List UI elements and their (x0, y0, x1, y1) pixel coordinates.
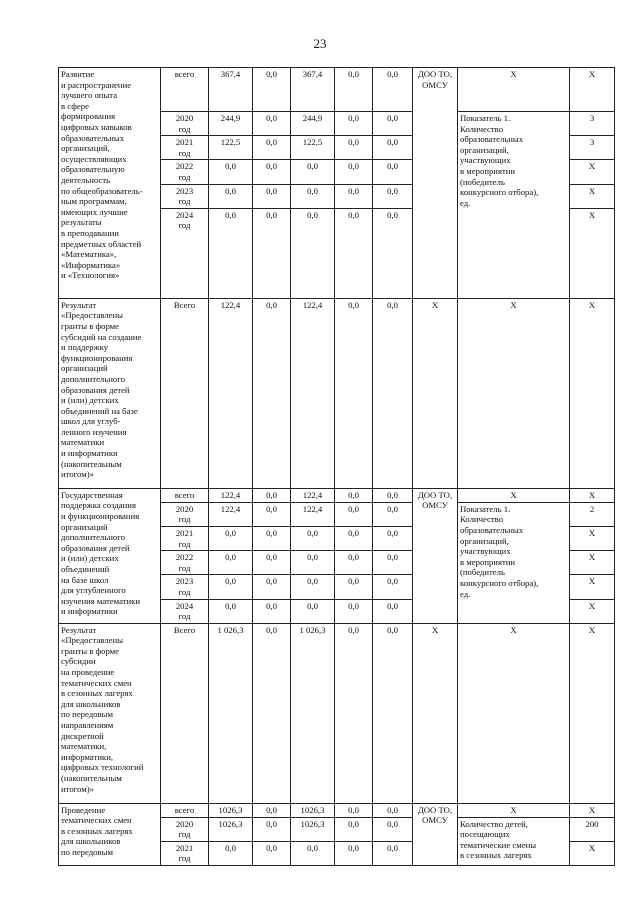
amount-cell: 0,0 (373, 623, 413, 803)
program-table (58, 67, 615, 866)
amount-cell: 0,0 (373, 526, 413, 550)
amount-cell: 122,4 (291, 502, 335, 526)
amount-cell: 0,0 (253, 208, 291, 298)
amount-cell: 0,0 (373, 298, 413, 488)
amount-cell: 0,0 (335, 112, 373, 136)
year-cell: 2020 год (161, 817, 209, 841)
amount-cell: 0,0 (253, 112, 291, 136)
amount-cell: 0,0 (253, 841, 291, 865)
indicator-description: Количество детей, посещающих тематические смены в сезонных лагерях (458, 817, 570, 865)
target-value-cell: 200 (570, 817, 615, 841)
year-cell: всего (161, 803, 209, 817)
amount-cell: 0,0 (335, 841, 373, 865)
amount-cell: 0,0 (253, 68, 291, 112)
executor-cell: ДОО ТО, ОМСУ (413, 488, 458, 623)
year-cell: 2021 год (161, 136, 209, 160)
amount-cell: 0,0 (335, 575, 373, 599)
year-cell: 2022 год (161, 160, 209, 184)
amount-cell: 0,0 (209, 526, 253, 550)
amount-cell: 0,0 (253, 575, 291, 599)
target-value-cell: Х (570, 526, 615, 550)
year-cell: 2021 год (161, 841, 209, 865)
amount-cell: 0,0 (209, 551, 253, 575)
amount-cell: 367,4 (209, 68, 253, 112)
year-cell: 2023 год (161, 575, 209, 599)
indicator-cell: Х (458, 298, 570, 488)
target-value-cell: Х (570, 623, 615, 803)
target-value-cell: Х (570, 803, 615, 817)
amount-cell: 0,0 (209, 160, 253, 184)
target-value-cell: 3 (570, 112, 615, 136)
target-value-cell: Х (570, 298, 615, 488)
amount-cell: 122,4 (209, 502, 253, 526)
result-name: Результат «Предоставлены гранты в форме субсидии на проведение тематических смен в сезонных лагерях для школьников по передовым направлениям дискретной математики, информатики, цифровых технологий (накопительным итогом)» (59, 623, 161, 803)
indicator-cell: Х (458, 488, 570, 502)
executor-cell: Х (413, 623, 458, 803)
amount-cell: 0,0 (209, 575, 253, 599)
amount-cell: 0,0 (291, 551, 335, 575)
table-row (59, 68, 615, 112)
amount-cell: 0,0 (253, 599, 291, 623)
amount-cell: 0,0 (335, 160, 373, 184)
result-name: Результат «Предоставлены гранты в форме субсидий на создание и поддержку функционирования организаций дополнительного образования детей и (или) детских объединений на базе школ для углуб- ленного изучения математики и информатики (накопительным итогом)» (59, 298, 161, 488)
table-body (59, 68, 615, 866)
amount-cell: 0,0 (335, 599, 373, 623)
amount-cell: 0,0 (373, 184, 413, 208)
amount-cell: 0,0 (335, 68, 373, 112)
year-cell: 2023 год (161, 184, 209, 208)
year-cell: 2024 год (161, 599, 209, 623)
amount-cell: 367,4 (291, 68, 335, 112)
amount-cell: 122,4 (291, 488, 335, 502)
event-name: Развитие и распространение лучшего опыта в сфере формирования цифровых навыков образовательных организаций, осуществляющих образовательную деятельность по общеобразователь- ным программам, имеющих лучшие результаты в преподавании предметных областей «Математика», «Информатика» и «Технология» (59, 68, 161, 299)
amount-cell: 0,0 (253, 488, 291, 502)
target-value-cell: Х (570, 575, 615, 599)
amount-cell: 0,0 (335, 208, 373, 298)
executor-cell: ДОО ТО, ОМСУ (413, 803, 458, 865)
amount-cell: 244,9 (291, 112, 335, 136)
year-cell: всего (161, 68, 209, 112)
amount-cell: 0,0 (373, 208, 413, 298)
indicator-cell: Х (458, 623, 570, 803)
amount-cell: 122,5 (209, 136, 253, 160)
amount-cell: 0,0 (209, 184, 253, 208)
indicator-cell: Х (458, 68, 570, 112)
target-value-cell: 3 (570, 136, 615, 160)
amount-cell: 0,0 (335, 526, 373, 550)
result-row (59, 298, 615, 488)
amount-cell: 0,0 (253, 817, 291, 841)
target-value-cell: Х (570, 68, 615, 112)
amount-cell: 122,4 (291, 298, 335, 488)
year-cell: Всего (161, 623, 209, 803)
target-value-cell: Х (570, 841, 615, 865)
amount-cell: 0,0 (373, 68, 413, 112)
amount-cell: 0,0 (253, 160, 291, 184)
amount-cell: 0,0 (373, 488, 413, 502)
target-value-cell: Х (570, 551, 615, 575)
target-value-cell: Х (570, 160, 615, 184)
amount-cell: 1 026,3 (291, 623, 335, 803)
target-value-cell: Х (570, 599, 615, 623)
amount-cell: 0,0 (253, 184, 291, 208)
indicator-description: Показатель 1. Количество образовательных организаций, участвующих в мероприятии (победитель конкурсного отбора), ед. (458, 112, 570, 299)
target-value-cell: Х (570, 488, 615, 502)
amount-cell: 1026,3 (209, 803, 253, 817)
table-row (59, 803, 615, 817)
amount-cell: 244,9 (209, 112, 253, 136)
executor-cell: Х (413, 298, 458, 488)
year-cell: всего (161, 488, 209, 502)
page-number: 23 (313, 36, 327, 51)
amount-cell: 0,0 (291, 841, 335, 865)
year-cell: 2022 год (161, 551, 209, 575)
year-cell: Всего (161, 298, 209, 488)
amount-cell: 0,0 (253, 502, 291, 526)
amount-cell: 0,0 (373, 112, 413, 136)
amount-cell: 0,0 (253, 803, 291, 817)
amount-cell: 1026,3 (291, 817, 335, 841)
amount-cell: 0,0 (291, 184, 335, 208)
amount-cell: 0,0 (253, 551, 291, 575)
amount-cell: 122,4 (209, 488, 253, 502)
indicator-cell: Х (458, 803, 570, 817)
target-value-cell: 2 (570, 502, 615, 526)
amount-cell: 0,0 (373, 502, 413, 526)
amount-cell: 0,0 (253, 298, 291, 488)
amount-cell: 0,0 (373, 136, 413, 160)
amount-cell: 0,0 (335, 551, 373, 575)
amount-cell: 0,0 (373, 575, 413, 599)
amount-cell: 0,0 (253, 623, 291, 803)
target-value-cell: Х (570, 184, 615, 208)
amount-cell: 1026,3 (291, 803, 335, 817)
year-cell: 2021 год (161, 526, 209, 550)
amount-cell: 0,0 (253, 526, 291, 550)
amount-cell: 0,0 (209, 841, 253, 865)
amount-cell: 0,0 (291, 526, 335, 550)
year-cell: 2020 год (161, 502, 209, 526)
amount-cell: 122,4 (209, 298, 253, 488)
amount-cell: 0,0 (373, 551, 413, 575)
amount-cell: 0,0 (373, 803, 413, 817)
year-cell: 2020 год (161, 112, 209, 136)
amount-cell: 0,0 (209, 208, 253, 298)
amount-cell: 0,0 (373, 160, 413, 184)
amount-cell: 0,0 (335, 298, 373, 488)
amount-cell: 0,0 (335, 488, 373, 502)
amount-cell: 0,0 (291, 160, 335, 184)
event-name: Государственная поддержка создания и функционирования организаций дополнительного образования детей и (или) детских объединений на базе школ для углубленного изучения математики и информатики (59, 488, 161, 623)
amount-cell: 0,0 (335, 184, 373, 208)
amount-cell: 0,0 (291, 575, 335, 599)
executor-cell: ДОО ТО, ОМСУ (413, 68, 458, 299)
table-row (59, 488, 615, 502)
amount-cell: 0,0 (373, 841, 413, 865)
amount-cell: 0,0 (373, 817, 413, 841)
amount-cell: 0,0 (335, 502, 373, 526)
amount-cell: 0,0 (291, 208, 335, 298)
amount-cell: 0,0 (335, 623, 373, 803)
amount-cell: 1026,3 (209, 817, 253, 841)
amount-cell: 0,0 (335, 136, 373, 160)
event-name: Проведение тематических смен в сезонных лагерях для школьников по передовым (59, 803, 161, 865)
amount-cell: 122,5 (291, 136, 335, 160)
target-value-cell: Х (570, 208, 615, 298)
indicator-description: Показатель 1. Количество образовательных организаций, участвующих в мероприятии (победитель конкурсного отбора), ед. (458, 502, 570, 623)
amount-cell: 0,0 (335, 817, 373, 841)
result-row (59, 623, 615, 803)
amount-cell: 0,0 (209, 599, 253, 623)
amount-cell: 0,0 (373, 599, 413, 623)
amount-cell: 1 026,3 (209, 623, 253, 803)
amount-cell: 0,0 (335, 803, 373, 817)
year-cell: 2024 год (161, 208, 209, 298)
amount-cell: 0,0 (291, 599, 335, 623)
amount-cell: 0,0 (253, 136, 291, 160)
